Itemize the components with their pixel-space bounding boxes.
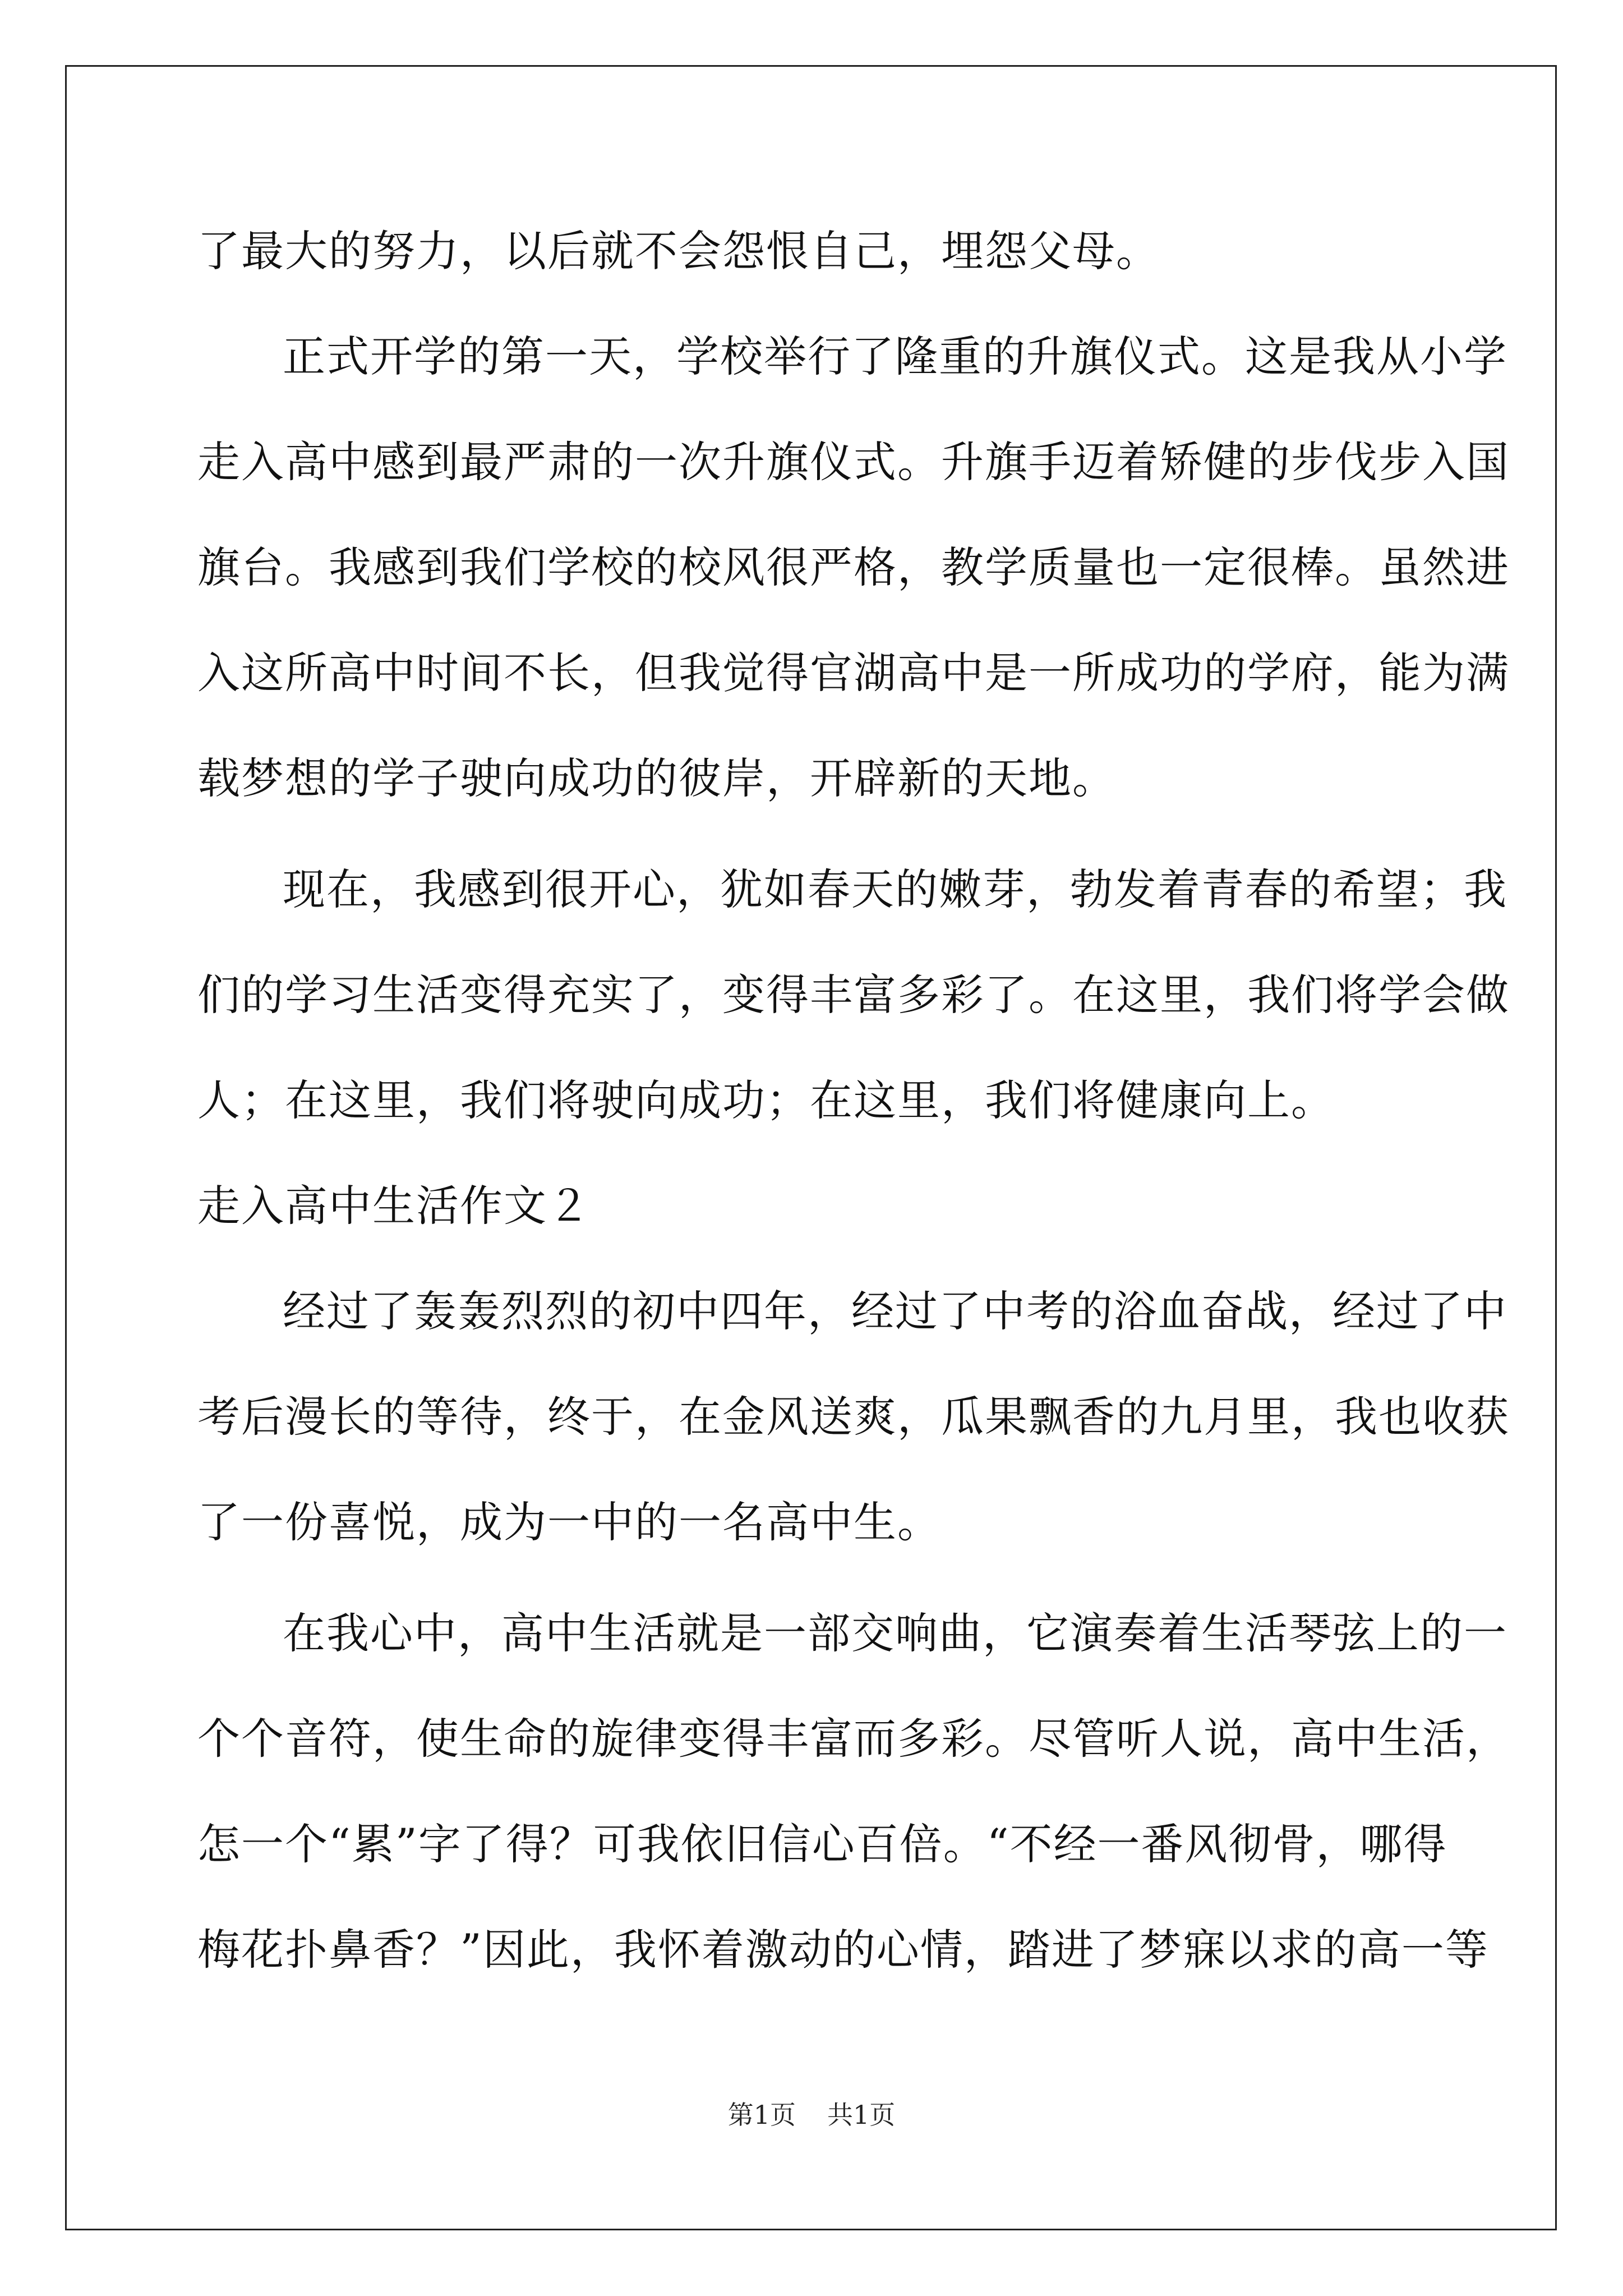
paragraph-line: 考后漫长的等待，终于，在金风送爽，瓜果飘香的九月里，我也收获 [197,1392,1510,1442]
paragraph-line: 个个音符，使生命的旋律变得丰富而多彩。尽管听人说，高中生活， [197,1714,1510,1764]
paragraph-line: 载梦想的学子驶向成功的彼岸，开辟新的天地。 [197,753,1116,803]
page-total: 共1页 [827,2100,896,2130]
paragraph-line: 梅花扑鼻香？”因此，我怀着激动的心情，踏进了梦寐以求的高一等 [197,1925,1489,1975]
paragraph-line: 在我心中，高中生活就是一部交响曲，它演奏着生活琴弦上的一 [283,1608,1507,1658]
paragraph-line: 们的学习生活变得充实了，变得丰富多彩了。在这里，我们将学会做 [197,970,1510,1020]
page-number: 第1页 [727,2100,796,2130]
page-border [65,65,1557,2230]
paragraph-line: 怎一个“累”字了得？可我依旧信心百倍。“不经一番风彻骨，哪得 [197,1819,1447,1869]
paragraph-line: 人；在这里，我们将驶向成功；在这里，我们将健康向上。 [197,1075,1335,1125]
paragraph-line: 正式开学的第一天，学校举行了隆重的升旗仪式。这是我从小学 [283,332,1507,381]
paragraph-line: 现在，我感到很开心，犹如春天的嫩芽，勃发着青春的希望；我 [283,864,1507,914]
paragraph-line: 了最大的努力，以后就不会怨恨自己，埋怨父母。 [197,226,1160,276]
paragraph-line: 旗台。我感到我们学校的校风很严格，教学质量也一定很棒。虽然进 [197,542,1510,592]
paragraph-line: 走入高中感到最严肃的一次升旗仪式。升旗手迈着矫健的步伐步入国 [197,437,1510,487]
section-heading: 走入高中生活作文２ [197,1181,591,1231]
paragraph-line: 经过了轰轰烈烈的初中四年，经过了中考的浴血奋战，经过了中 [283,1286,1507,1336]
paragraph-line: 入这所高中时间不长，但我觉得官湖高中是一所成功的学府，能为满 [197,648,1510,698]
page-footer [0,2098,1623,2132]
paragraph-line: 了一份喜悦，成为一中的一名高中生。 [197,1497,941,1547]
